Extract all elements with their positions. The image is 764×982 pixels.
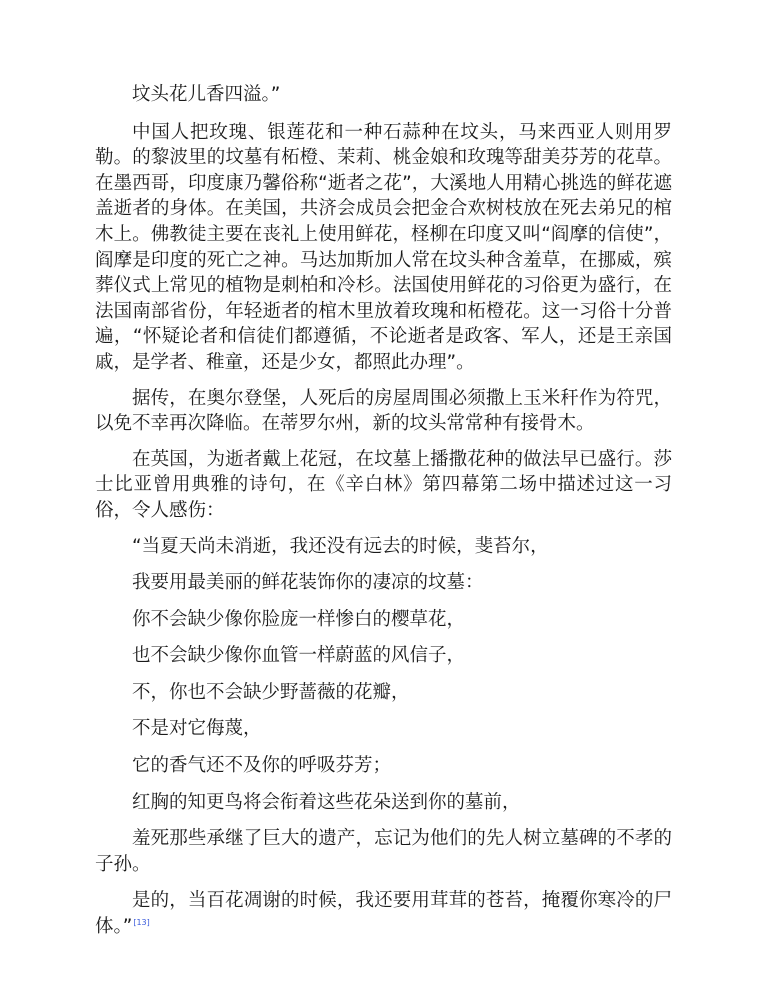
paragraph-flowers-customs: 中国人把玫瑰、银莲花和一种石蒜种在坟头，马来西亚人则用罗勒。的黎波里的坟墓有柘橙、茉莉、桃金娘和玫瑰等甜美芬芳的花草。在墨西哥，印度康乃馨俗称“逝者之花”，大溪地人用精心挑选的鲜花遮盖逝者的身体。在美国，共济会成员会把金合欢树枝放在死去弟兄的棺木上。佛教徒主要在丧礼上使用鲜花，柽柳在印度又叫“阎摩的信使”，阎摩是印度的死亡之神。马达加斯加人常在坟头种含羞草，在挪威，殡葬仪式上常见的植物是刺柏和冷杉。法国使用鲜花的习俗更为盛行，在法国南部省份，年轻逝者的棺木里放着玫瑰和柘橙花。这一习俗十分普遍，“怀疑论者和信徒们都遵循，不论逝者是政客、军人，还是王亲国戚，是学者、稚童，还是少女，都照此办理”。 [95, 121, 672, 373]
paragraph-continuation: 坟头花儿香四溢。” [132, 84, 281, 105]
verse-line: 也不会缺少像你血管一样蔚蓝的风信子， [132, 645, 466, 667]
verse-line: 不，你也不会缺少野蔷薇的花瓣， [132, 681, 410, 703]
paragraph-final [95, 888, 672, 939]
footnote-link[interactable]: [13] [133, 917, 150, 927]
verse-line: 红胸的知更鸟将会衔着这些花朵送到你的墓前， [132, 791, 521, 813]
verse-line: 你不会缺少像你脸庞一样惨白的樱草花， [132, 608, 466, 630]
verse-line: 它的香气还不及你的呼吸芬芳； [132, 755, 392, 777]
final-paragraph-text: 是的，当百花凋谢的时候，我还要用茸茸的苍苔，掩覆你寒冷的尸体。” [95, 890, 672, 938]
paragraph-england: 在英国，为逝者戴上花冠，在坟墓上播撒花种的做法早已盛行。莎士比亚曾用典雅的诗句，在《辛白林》第四幕第二场中描述过这一习俗，令人感伤： [95, 448, 672, 521]
verse-line: 不是对它侮蔑， [132, 718, 262, 740]
verse-line: “当夏天尚未消逝，我还没有远去的时候，斐苔尔， [132, 535, 549, 557]
verse-line: 我要用最美丽的鲜花装饰你的凄凉的坟墓： [132, 572, 484, 594]
paragraph-oldenburg: 据传，在奥尔登堡，人死后的房屋周围必须撒上玉米秆作为符咒，以免不幸再次降临。在蒂罗尔州，新的坟头常常种有接骨木。 [95, 387, 672, 435]
verse-line: 羞死那些承继了巨大的遗产，忘记为他们的先人树立墓碑的不孝的子孙。 [95, 828, 672, 875]
